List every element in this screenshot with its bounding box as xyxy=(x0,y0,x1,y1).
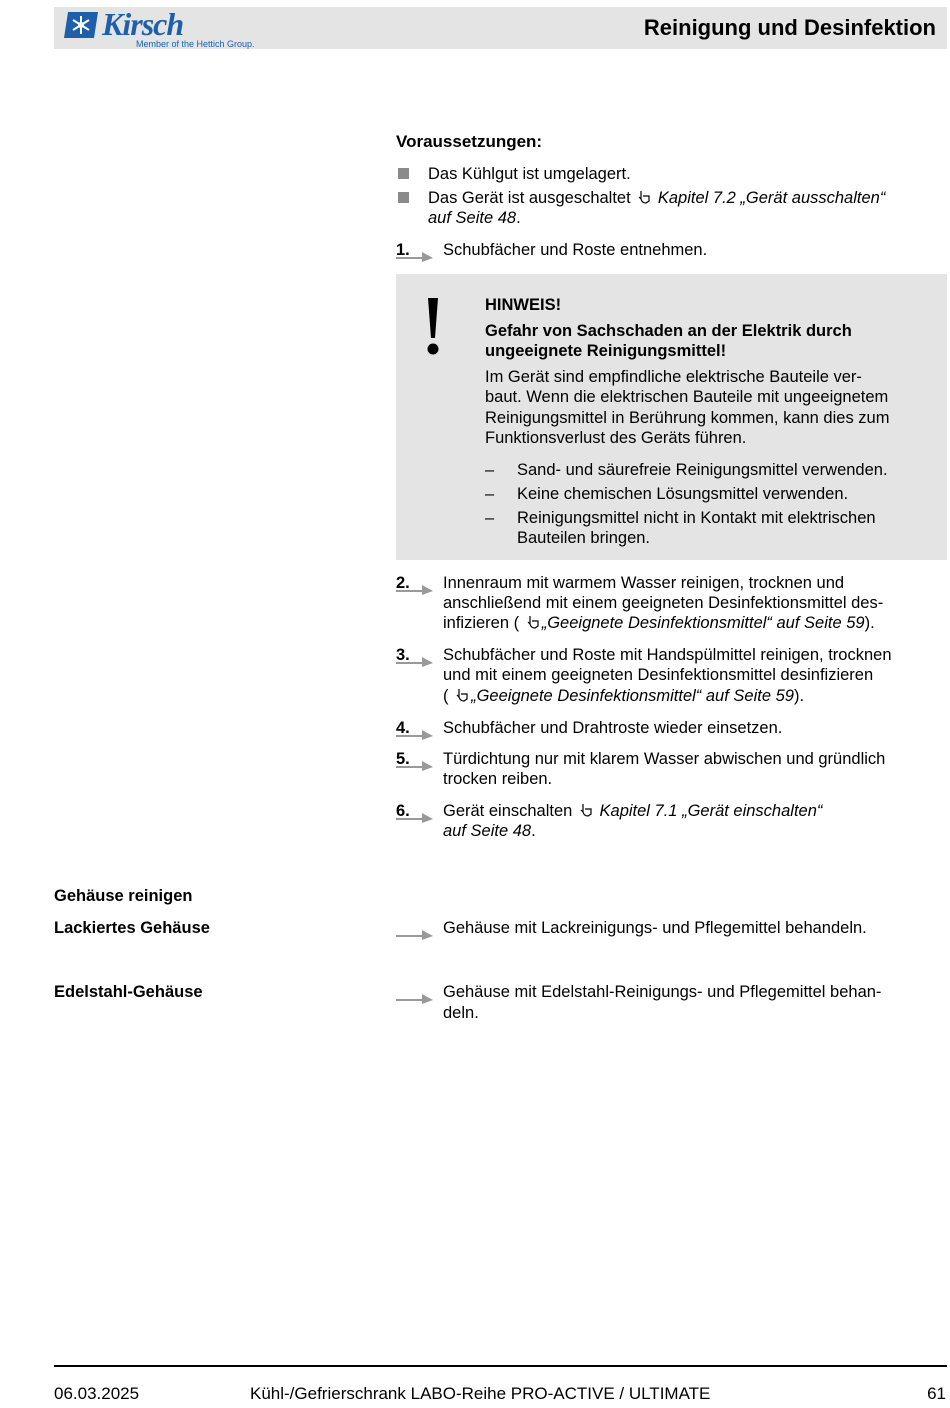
prerequisite-item-1: Das Kühlgut ist umgelagert. xyxy=(428,165,631,183)
footer-page-number: 61 xyxy=(927,1384,946,1403)
hand-pointer-icon xyxy=(526,615,540,630)
hand-pointer-icon xyxy=(579,803,593,818)
step-3-line-2: und mit einem geeigneten Desinfektionsmittel desinfizieren xyxy=(443,666,874,684)
notice-label: HINWEIS! xyxy=(485,296,562,314)
footer-date: 06.03.2025 xyxy=(54,1384,140,1403)
footer-product: Kühl-/Gefrierschrank LABO-Reihe PRO-ACTIVE / ULTIMATE xyxy=(250,1384,711,1403)
notice-bullet-3-line-2: Bauteilen bringen. xyxy=(517,529,651,547)
step-text-4: Schubfächer und Drahtroste wieder einsetzen. xyxy=(443,719,783,737)
step-6-line-2: auf Seite 48. xyxy=(443,822,536,840)
step-number-2: 2. xyxy=(396,573,436,595)
dash-bullet: – xyxy=(485,461,495,479)
dash-bullet: – xyxy=(485,485,495,503)
footer-divider xyxy=(54,1365,947,1367)
step-number-1: 1. xyxy=(396,240,436,262)
housing-heading: Gehäuse reinigen xyxy=(54,887,193,905)
step-number-3: 3. xyxy=(396,645,436,667)
step-3-line-1: Schubfächer und Roste mit Handspülmittel reinigen, trocknen xyxy=(443,646,892,664)
hand-pointer-icon xyxy=(637,190,651,205)
exclamation-icon xyxy=(426,296,440,356)
cross-reference-link[interactable]: Kapitel 7.2 „Gerät ausschalten“ xyxy=(657,189,886,207)
bullet-square xyxy=(398,192,409,203)
cross-reference-page[interactable]: auf Seite 48 xyxy=(428,209,517,227)
arrow-right-icon xyxy=(396,928,434,940)
notice-bullet-2: Keine chemischen Lösungsmittel verwenden. xyxy=(517,485,849,503)
step-number-6: 6. xyxy=(396,801,436,823)
cross-reference-page[interactable]: auf Seite 59 xyxy=(705,687,794,705)
step-number-4: 4. xyxy=(396,718,436,740)
dash-bullet: – xyxy=(485,509,495,527)
steel-housing-label: Edelstahl-Gehäuse xyxy=(54,983,203,1001)
cross-reference-link[interactable]: „Geeignete Desinfektionsmittel“ xyxy=(541,614,772,632)
notice-bullet-1: Sand- und säurefreie Reinigungsmittel verwenden. xyxy=(517,461,888,479)
page-header xyxy=(54,7,947,49)
page-title: Reinigung und Desinfektion xyxy=(643,15,936,40)
lacquered-housing-text: Gehäuse mit Lackreinigungs- und Pflegemittel behandeln. xyxy=(443,919,867,937)
notice-bullet-3-line-1: Reinigungsmittel nicht in Kontakt mit elektrischen xyxy=(517,509,876,527)
step-2-line-3: infizieren ( „Geeignete Desinfektionsmittel“ auf Seite 59). xyxy=(443,614,875,632)
step-5-line-1: Türdichtung nur mit klarem Wasser abwischen und gründlich xyxy=(443,750,886,768)
hand-pointer-icon xyxy=(455,688,469,703)
arrow-right-icon xyxy=(396,759,434,771)
notice-headline-line-1: Gefahr von Sachschaden an der Elektrik durch xyxy=(485,322,852,340)
arrow-right-icon xyxy=(396,811,434,823)
arrow-right-icon xyxy=(396,655,434,667)
step-number-5: 5. xyxy=(396,749,436,771)
cross-reference-link[interactable]: Kapitel 7.1 „Gerät einschalten“ xyxy=(599,802,823,820)
kirsch-logo xyxy=(62,6,255,49)
prerequisite-item-2-continued: auf Seite 48. xyxy=(428,209,521,227)
snowflake-logo-icon xyxy=(62,10,100,40)
step-2-line-2: anschließend mit einem geeigneten Desinfektionsmittel des- xyxy=(443,594,884,612)
step-6-line-1: Gerät einschalten Kapitel 7.1 „Gerät einschalten“ xyxy=(443,802,823,820)
logo-tagline: Member of the Hettich Group. xyxy=(136,39,255,49)
cross-reference-page[interactable]: auf Seite 48 xyxy=(443,822,532,840)
prerequisite-item-2: Das Gerät ist ausgeschaltet Kapitel 7.2 „Gerät ausschalten“ xyxy=(428,189,886,207)
steel-housing-line-2: deln. xyxy=(443,1004,479,1022)
step-5-line-2: trocken reiben. xyxy=(443,770,553,788)
notice-body-line-3: Reinigungsmittel in Berührung kommen, kann dies zum xyxy=(485,409,890,427)
notice-body-line-4: Funktionsverlust des Geräts führen. xyxy=(485,429,747,447)
arrow-right-icon xyxy=(396,728,434,740)
step-2-line-1: Innenraum mit warmem Wasser reinigen, trocknen und xyxy=(443,574,845,592)
notice-body-line-1: Im Gerät sind empfindliche elektrische Bauteile ver- xyxy=(485,368,862,386)
arrow-right-icon xyxy=(396,250,434,262)
prerequisites-heading: Voraussetzungen: xyxy=(396,132,543,151)
arrow-right-icon xyxy=(396,992,434,1004)
logo-wordmark: Kirsch xyxy=(102,6,184,42)
arrow-right-icon xyxy=(396,583,434,595)
step-3-line-3: ( „Geeignete Desinfektionsmittel“ auf Seite 59). xyxy=(443,687,805,705)
step-text-1: Schubfächer und Roste entnehmen. xyxy=(443,241,708,259)
cross-reference-link[interactable]: „Geeignete Desinfektionsmittel“ xyxy=(471,687,702,705)
notice-headline-line-2: ungeeignete Reinigungsmittel! xyxy=(485,342,727,360)
cross-reference-page[interactable]: auf Seite 59 xyxy=(776,614,865,632)
steel-housing-line-1: Gehäuse mit Edelstahl-Reinigungs- und Pflegemittel behan- xyxy=(443,983,882,1001)
bullet-square xyxy=(398,168,409,179)
notice-body-line-2: baut. Wenn die elektrischen Bauteile mit ungeeignetem xyxy=(485,388,889,406)
lacquered-housing-label: Lackiertes Gehäuse xyxy=(54,919,210,937)
